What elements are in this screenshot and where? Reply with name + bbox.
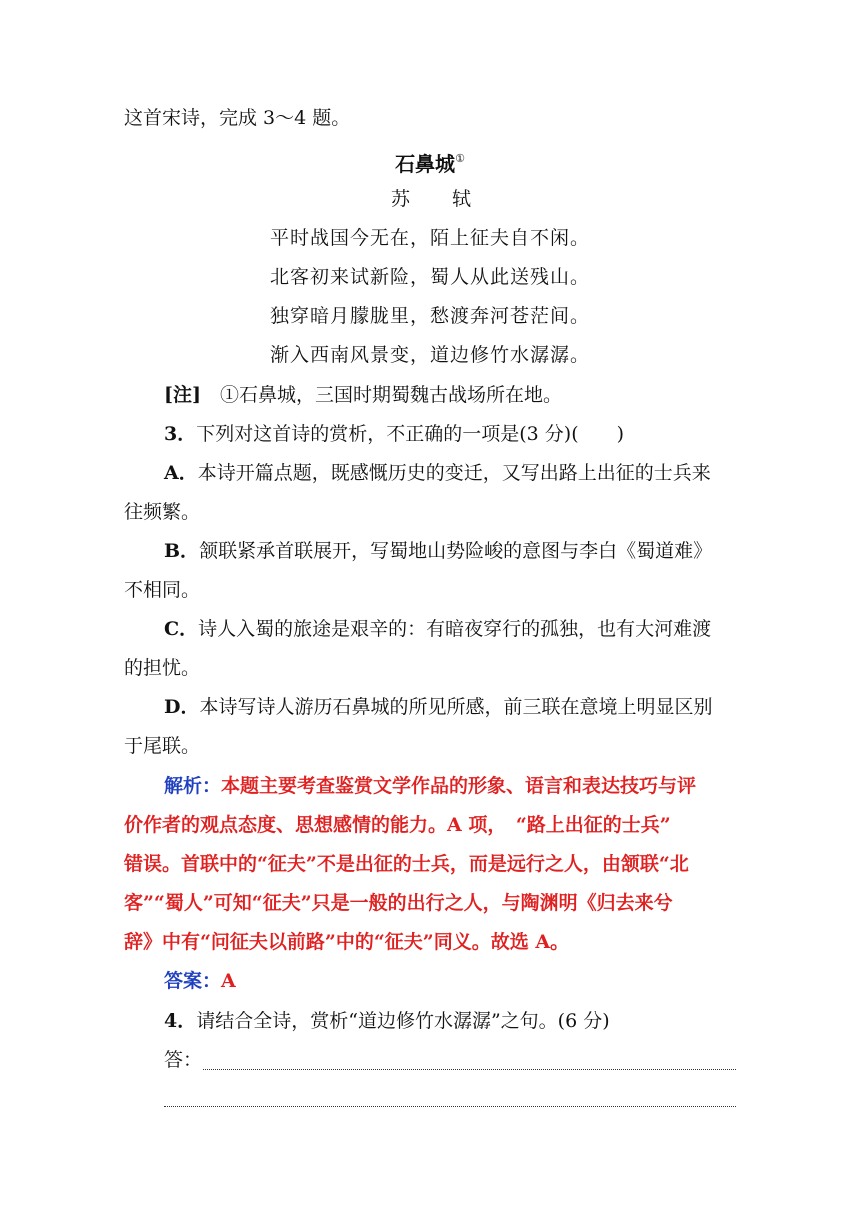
answer-line xyxy=(164,968,744,994)
question-text: 下列对这首诗的赏析，不正确的一项是(3 分)( ) xyxy=(196,423,625,445)
option-letter: D． xyxy=(164,696,200,718)
question-number: 3． xyxy=(164,423,197,445)
answer-blank-line[interactable] xyxy=(203,1069,736,1070)
option-text: 本诗开篇点题，既感慨历史的变迁，又写出路上出征的士兵来 xyxy=(197,462,711,484)
answer-prompt: 答： xyxy=(164,1049,203,1071)
note-text: ①石鼻城，三国时期蜀魏古战场所在地。 xyxy=(220,384,563,406)
intro-text: 这首宋诗，完成 3～4 题。 xyxy=(124,107,351,129)
question-text: 请结合全诗，赏析“道边修竹水潺潺”之句。(6 分) xyxy=(196,1010,610,1032)
option-a xyxy=(164,460,744,486)
analysis-line-1 xyxy=(164,773,744,799)
analysis-line-3: 错误。首联中的“征夫”不是出征的士兵，而是远行之人，由颔联“北 xyxy=(124,853,689,875)
option-letter: A． xyxy=(164,462,198,484)
option-c xyxy=(164,616,744,642)
poem-author: 苏 轼 xyxy=(390,188,490,210)
footnote-mark: ① xyxy=(455,152,465,165)
analysis-label: 解析： xyxy=(164,775,222,797)
option-text: 本诗写诗人游历石鼻城的所见所感，前三联在意境上明显区别 xyxy=(199,696,713,718)
analysis-line-2: 价作者的观点态度、思想感情的能力。A 项， “路上出征的士兵” xyxy=(124,814,671,836)
option-text: 诗人入蜀的旅途是艰辛的：有暗夜穿行的孤独，也有大河难渡 xyxy=(198,618,712,640)
poem-line: 平时战国今无在，陌上征夫自不闲。 xyxy=(269,227,590,249)
answer-value: A xyxy=(221,970,236,992)
option-c-cont: 的担忧。 xyxy=(124,657,201,679)
poem-line: 渐入西南风景变，道边修竹水潺潺。 xyxy=(269,344,590,366)
analysis-line-4: 客”“蜀人”可知“征夫”只是一般的出行之人，与陶渊明《归去来兮 xyxy=(124,892,673,914)
analysis-text: 本题主要考查鉴赏文学作品的形象、语言和表达技巧与评 xyxy=(221,775,697,797)
poem-title xyxy=(0,146,860,177)
poem-title-text: 石鼻城 xyxy=(395,152,456,176)
analysis-line-5: 辞》中有“问征夫以前路”中的“征夫”同义。故选 A。 xyxy=(124,931,570,953)
option-b-cont: 不相同。 xyxy=(124,579,201,601)
option-letter: C． xyxy=(164,618,199,640)
question-number: 4． xyxy=(164,1010,197,1032)
poem-note xyxy=(164,382,744,408)
poem-line: 北客初来试新险，蜀人从此送残山。 xyxy=(269,266,590,288)
question-4-stem xyxy=(164,1008,744,1034)
answer-blank-line[interactable] xyxy=(164,1106,736,1107)
option-letter: B． xyxy=(164,540,200,562)
option-text: 颔联紧承首联展开，写蜀地山势险峻的意图与李白《蜀道难》 xyxy=(199,540,713,562)
option-a-cont: 往频繁。 xyxy=(124,501,201,523)
poem-line: 独穿暗月朦胧里，愁渡奔河苍茫间。 xyxy=(269,305,590,327)
option-d xyxy=(164,694,744,720)
option-d-cont: 于尾联。 xyxy=(124,735,201,757)
answer-label: 答案： xyxy=(164,970,222,992)
option-b xyxy=(164,538,744,564)
note-label: [注] xyxy=(164,384,201,406)
question-3-stem xyxy=(164,421,744,447)
